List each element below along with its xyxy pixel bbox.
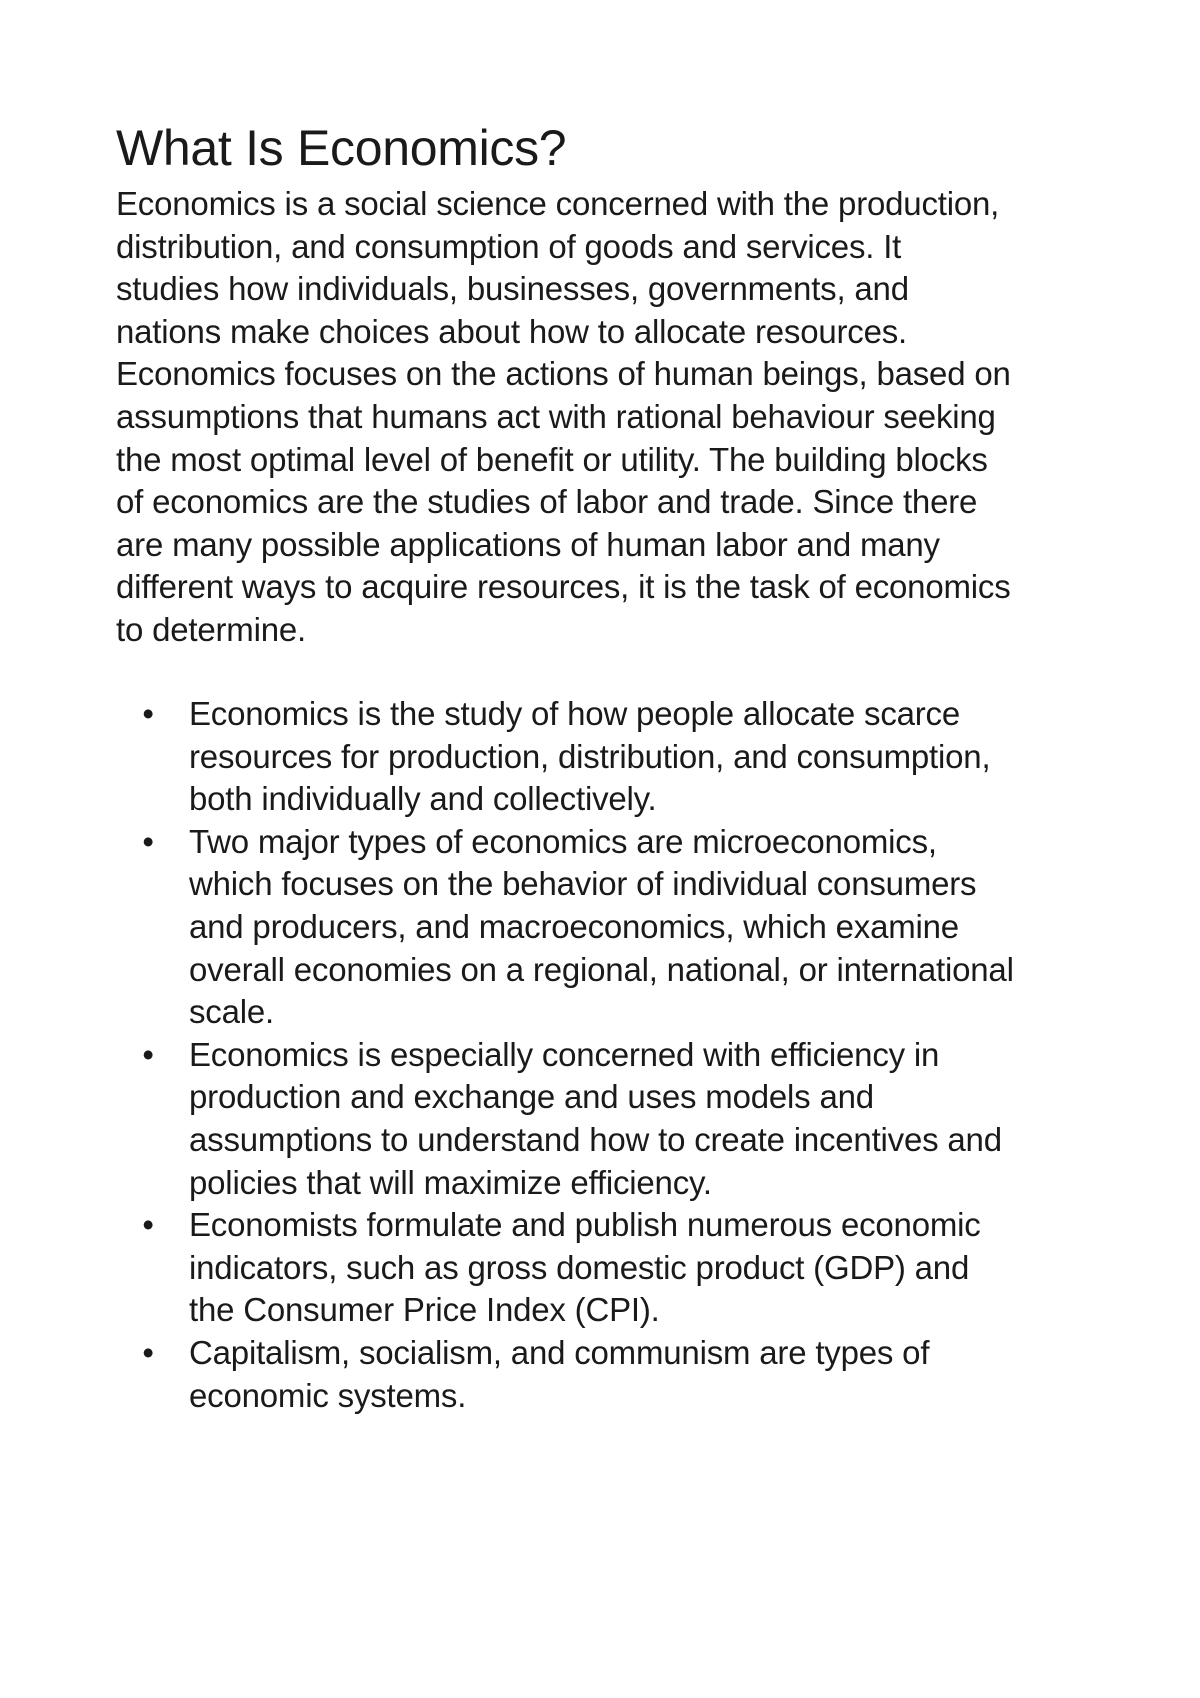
bullet-item (116, 693, 1116, 821)
paragraph-line: are many possible applications of human labor and many (116, 525, 940, 563)
page-title: What Is Economics? (116, 120, 567, 176)
paragraph-line: Economics is a social science concerned with the production, (116, 185, 1000, 222)
paragraph-line: Economics focuses on the actions of human beings, based on (116, 355, 1011, 393)
bullet-item (116, 1332, 1116, 1417)
bullet-line: which focuses on the behavior of individual consumers (189, 865, 977, 903)
paragraph-line: different ways to acquire resources, it is the task of economics (116, 568, 1011, 606)
bullet-line: economic systems. (189, 1376, 467, 1414)
paragraph-line: assumptions that humans act with rational behaviour seeking (116, 397, 996, 435)
bullet-line: and producers, and macroeconomics, which examine (189, 907, 959, 945)
paragraph-line: to determine. (116, 610, 307, 648)
bullet-line: assumptions to understand how to create incentives and (189, 1120, 1002, 1158)
bullet-line: Two major types of economics are microeconomics, (189, 822, 937, 860)
paragraph-line: the most optimal level of benefit or utility. The building blocks (116, 440, 988, 478)
bullet-line: both individually and collectively. (189, 780, 657, 818)
bullet-line: the Consumer Price Index (CPI). (189, 1291, 660, 1329)
bullet-icon: • (142, 1035, 154, 1073)
bullet-line: policies that will maximize efficiency. (189, 1163, 712, 1201)
bullet-line: Economics is especially concerned with efficiency in (189, 1035, 940, 1073)
paragraph-line: distribution, and consumption of goods and services. It (116, 227, 902, 265)
bullet-line: Capitalism, socialism, and communism are types of (189, 1333, 930, 1371)
bullet-line: production and exchange and uses models and (189, 1078, 874, 1116)
intro-paragraph (116, 183, 1116, 652)
bullet-line: resources for production, distribution, and consumption, (189, 737, 991, 775)
bullet-item (116, 1034, 1116, 1204)
bullet-item (116, 821, 1116, 1034)
bullet-line: Economics is the study of how people allocate scarce (189, 695, 961, 732)
paragraph-line: nations make choices about how to allocate resources. (116, 312, 908, 350)
bullet-line: indicators, such as gross domestic product (GDP) and (189, 1248, 970, 1286)
bullet-line: Economists formulate and publish numerous economic (189, 1206, 981, 1244)
bullet-item (116, 1204, 1116, 1332)
paragraph-line: studies how individuals, businesses, governments, and (116, 270, 909, 308)
bullet-icon: • (142, 1333, 154, 1371)
bullet-icon: • (142, 822, 154, 860)
bullet-line: overall economies on a regional, national, or international (189, 950, 1014, 988)
key-points-list (116, 693, 1116, 1417)
bullet-icon: • (142, 695, 154, 732)
bullet-icon: • (142, 1206, 154, 1244)
bullet-line: scale. (189, 993, 275, 1031)
paragraph-line: of economics are the studies of labor and trade. Since there (116, 483, 978, 521)
